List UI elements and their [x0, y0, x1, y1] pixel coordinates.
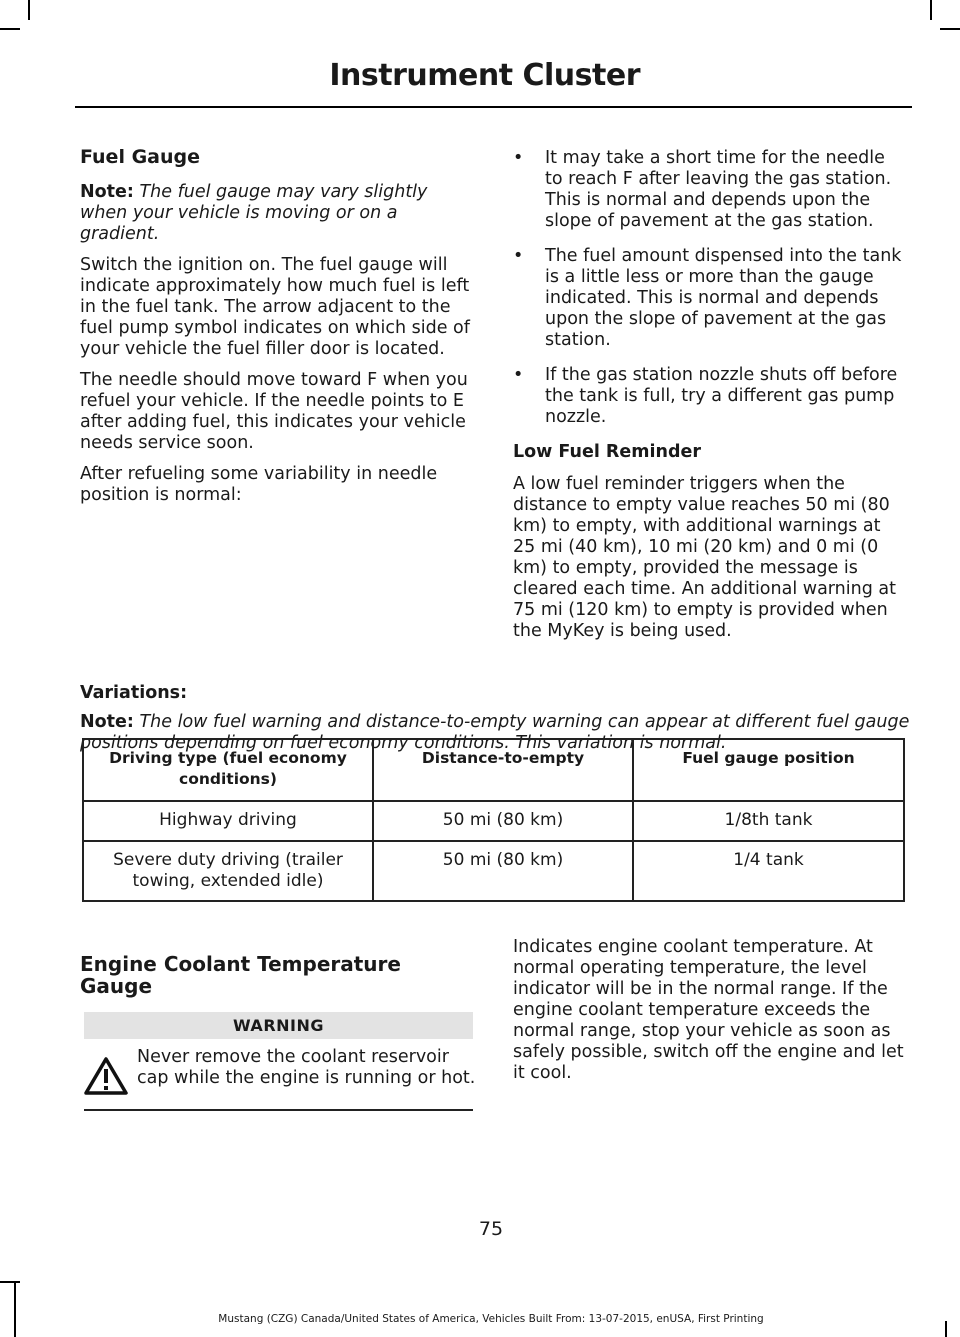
warning-triangle-icon	[84, 1057, 128, 1099]
table-cell: 50 mi (80 km)	[373, 801, 633, 841]
low-fuel-paragraph: A low fuel reminder triggers when the distance to empty value reaches 50 mi (80 km) to empty, with additional warnings at 25 mi (40 km), 10 mi (20 km) and 0 mi (0 km) to empty, provided the message is cleared each time. An additional warning at 75 mi (120 km) to empty is provided when the MyKey is being used.	[513, 474, 896, 641]
low-fuel-heading: Low Fuel Reminder	[513, 442, 701, 462]
fuel-gauge-paragraph: Switch the ignition on. The fuel gauge will indicate approximately how much fuel is left in the fuel tank. The arrow adjacent to the fuel pump symbol indicates on which side of your vehicle the fuel filler door is located.	[80, 255, 470, 359]
list-item	[513, 246, 907, 351]
crop-mark	[940, 28, 960, 30]
note-text: The low fuel warning and distance-to-empty warning can appear at different fuel gauge positions depending on fuel economy conditions. This variation is normal.	[80, 712, 910, 753]
crop-mark	[14, 1281, 16, 1337]
crop-mark	[28, 0, 30, 20]
warning-label: WARNING	[84, 1012, 473, 1039]
note-label: Note:	[80, 712, 134, 732]
left-column	[80, 146, 474, 516]
coolant-description-column	[513, 937, 907, 1094]
warning-text: Never remove the coolant reservoir cap while the engine is running or hot.	[137, 1047, 476, 1088]
right-column	[513, 148, 907, 652]
warning-box	[84, 1012, 476, 1111]
fuel-gauge-heading: Fuel Gauge	[80, 146, 201, 168]
header-divider	[75, 106, 912, 108]
column-header: Driving type (fuel economy conditions)	[83, 739, 373, 801]
table-cell: Severe duty driving (trailer towing, extended idle)	[83, 841, 373, 901]
table-cell: 50 mi (80 km)	[373, 841, 633, 901]
list-item-text: The fuel amount dispensed into the tank is a little less or more than the gauge indicated. This is normal and depends upon the slope of pavement at the gas station.	[545, 246, 902, 350]
note-text: The fuel gauge may vary slightly when your vehicle is moving or on a gradient.	[80, 182, 428, 244]
fuel-gauge-note	[80, 182, 474, 245]
column-header: Fuel gauge position	[633, 739, 904, 801]
list-item	[513, 365, 907, 428]
page-number: 75	[478, 1218, 504, 1240]
crop-mark	[0, 1281, 20, 1283]
table-cell: Highway driving	[83, 801, 373, 841]
table-header-row	[83, 739, 904, 801]
fuel-gauge-paragraph: After refueling some variability in needle position is normal:	[80, 464, 438, 505]
page-header-title: Instrument Cluster	[329, 58, 640, 93]
crop-mark	[0, 28, 20, 30]
crop-mark	[930, 0, 932, 20]
bullet-icon: •	[513, 365, 524, 385]
page-footer: Mustang (CZG) Canada/United States of America, Vehicles Built From: 13-07-2015, enUSA, First Printing	[218, 1313, 764, 1325]
variations-heading: Variations:	[80, 683, 188, 703]
table-row	[83, 801, 904, 841]
bullet-icon: •	[513, 246, 524, 266]
refuel-bullet-list	[513, 148, 907, 428]
table-cell: 1/8th tank	[633, 801, 904, 841]
warning-body	[84, 1039, 476, 1111]
table-row	[83, 841, 904, 901]
list-item-text: It may take a short time for the needle to reach F after leaving the gas station. This is normal and depends upon the slope of pavement at the gas station.	[545, 148, 892, 231]
note-label: Note:	[80, 182, 134, 202]
variations-table	[82, 738, 905, 902]
table-cell: 1/4 tank	[633, 841, 904, 901]
list-item-text: If the gas station nozzle shuts off before the tank is full, try a different gas pump nozzle.	[545, 365, 898, 427]
list-item	[513, 148, 907, 232]
bullet-icon: •	[513, 148, 524, 168]
fuel-gauge-paragraph: The needle should move toward F when you refuel your vehicle. If the needle points to E after adding fuel, this indicates your vehicle needs service soon.	[80, 370, 468, 453]
coolant-heading: Engine Coolant Temperature Gauge	[80, 952, 401, 998]
column-header: Distance-to-empty	[373, 739, 633, 801]
coolant-paragraph: Indicates engine coolant temperature. At normal operating temperature, the level indicator will be in the normal range. If the engine coolant temperature exceeds the normal range, stop your vehicle as soon as safely possible, switch off the engine and let it cool.	[513, 937, 904, 1083]
